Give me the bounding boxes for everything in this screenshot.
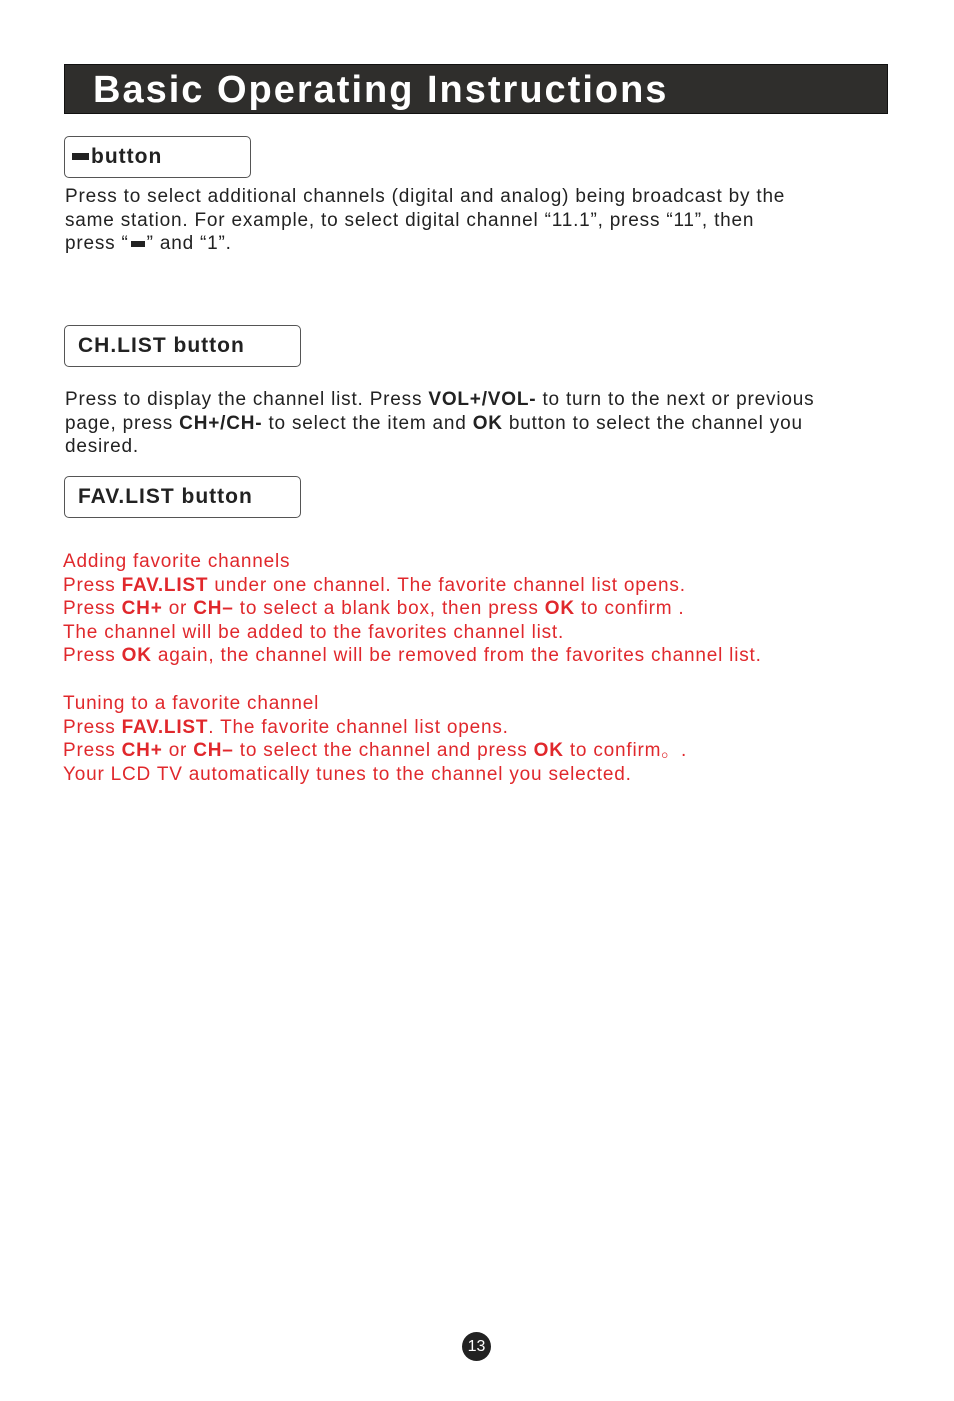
text-fragment: press “ (65, 233, 129, 254)
text-line (65, 388, 814, 412)
key-name: OK (544, 598, 575, 619)
text-fragment: Press (63, 574, 122, 596)
page-title: Basic Operating Instructions (93, 69, 669, 111)
text-fragment: Press (63, 598, 122, 619)
key-name: OK (121, 645, 152, 666)
text-line (63, 574, 762, 598)
minus-button-label: button (91, 145, 163, 168)
text-fragment: to turn to the next or previous (536, 389, 815, 410)
text-fragment: ” and “1”. (146, 233, 232, 254)
chlist-description (65, 388, 814, 459)
page-number: 13 (462, 1332, 491, 1361)
text-fragment: to confirm。. (563, 740, 688, 761)
favlist-button-label: FAV.LIST button (78, 485, 253, 508)
text-fragment: again, the channel will be removed from the favorites channel list. (151, 645, 762, 666)
minus-button-label-box (64, 136, 251, 178)
key-name: FAV.LIST (121, 574, 209, 596)
key-name: CH– (193, 740, 234, 761)
text-fragment: to select the item and (262, 412, 473, 434)
text-fragment: Press (63, 716, 122, 738)
tuning-title: Tuning to a favorite channel (63, 693, 320, 714)
key-name: CH+ (121, 740, 163, 761)
favlist-tuning-instructions (63, 692, 687, 786)
text-line (63, 716, 687, 740)
text-fragment: button to select the channel you (502, 412, 803, 434)
text-fragment: to select a blank box, then press (233, 598, 545, 619)
text-fragment: page, press (65, 412, 180, 434)
key-name: CH+ (121, 598, 163, 619)
text-line (65, 232, 785, 256)
adding-title: Adding favorite channels (63, 551, 291, 572)
text-line (65, 412, 814, 436)
text-line: same station. For example, to select digital channel “11.1”, press “11”, then (65, 209, 755, 231)
favlist-button-label-box (64, 476, 301, 518)
text-fragment: . The favorite channel list opens. (208, 716, 509, 738)
key-name: FAV.LIST (121, 716, 209, 738)
text-line: desired. (65, 436, 139, 457)
text-fragment: to confirm . (574, 598, 685, 619)
minus-icon (131, 241, 145, 247)
text-fragment: Press to display the channel list. Press (65, 389, 429, 410)
text-fragment: or (162, 598, 194, 619)
text-line: The channel will be added to the favorites channel list. (63, 621, 565, 643)
key-name: OK (472, 412, 503, 434)
minus-button-description (65, 185, 785, 256)
text-fragment: to select the channel and press (233, 740, 534, 761)
text-fragment: under one channel. The favorite channel list opens. (208, 574, 686, 596)
text-line: Press to select additional channels (digital and analog) being broadcast by the (65, 186, 786, 207)
text-fragment: or (162, 740, 194, 761)
text-line (63, 597, 762, 621)
key-name: OK (533, 740, 564, 761)
favlist-adding-instructions (63, 550, 762, 668)
text-line (63, 644, 762, 668)
key-name: CH– (193, 598, 234, 619)
chlist-button-label-box (64, 325, 301, 367)
text-fragment: Press (63, 645, 122, 666)
text-fragment: Press (63, 740, 122, 761)
page-header (64, 64, 888, 114)
key-name: CH+/CH- (179, 412, 263, 434)
text-line (63, 739, 687, 763)
text-line: Your LCD TV automatically tunes to the channel you selected. (63, 763, 632, 785)
key-name: VOL+/VOL- (428, 389, 537, 410)
minus-icon (72, 153, 89, 160)
chlist-button-label: CH.LIST button (78, 334, 245, 357)
